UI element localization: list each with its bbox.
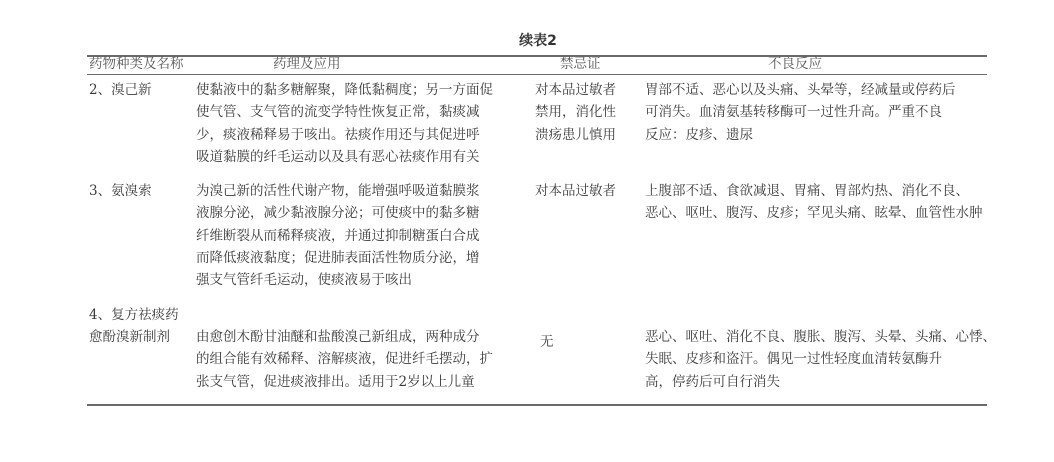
table-caption: 续表2 [519,33,557,49]
table-top-rule [87,55,987,57]
pharmacology-text: 为溴己新的活性代谢产物，能增强呼吸道黏膜浆 液腺分泌，减少黏液腺分泌；可使痰中的黏多糖 纤维断裂从而稀释痰液，并通过抑制糖蛋白合成 而降低痰液黏度；促进肺表面活性物质分泌，增 强支气管纤毛运动，使痰液易于咳出 [196,183,480,289]
contraindication-text: 对本品过敏者 禁用，消化性 溃疡患儿慎用 [535,82,616,143]
drug-name: 4、复方祛痰药 愈酚溴新制剂 [89,307,179,346]
drug-name: 2、溴己新 [89,82,152,98]
adverse-text: 胃部不适、恶心以及头痛、头晕等，经减量或停药后 可消失。血清氨基转移酶可一过性升高。严重不良 反应：皮疹、遗尿 [645,82,956,143]
header-name: 药物种类及名称 [89,56,184,72]
drug-name: 3、氨溴索 [89,183,152,199]
contraindication-text: 对本品过敏者 [535,183,616,199]
pharmacology-text: 使黏液中的黏多糖解聚，降低黏稠度；另一方面促 使气管、支气管的流变学特性恢复正常，黏痰减 少，痰液稀释易于咳出。祛痰作用还与其促进呼 吸道黏膜的纤毛运动以及具有恶心祛痰作用有关 [196,82,493,165]
contraindication-text: 无 [540,334,554,350]
header-pharmacology: 药理及应用 [273,56,341,72]
header-contraindication: 禁忌证 [560,56,601,72]
table-bottom-rule [87,404,987,406]
header-adverse: 不良反应 [768,56,822,72]
pharmacology-text: 由愈创木酚甘油醚和盐酸溴己新组成，两种成分 的组合能有效稀释、溶解痰液，促进纤毛摆动，扩 张支气管，促进痰液排出。适用于2岁以上儿童 [196,329,493,390]
table-header-rule [87,74,987,75]
adverse-text: 恶心、呕吐、消化不良、腹胀、腹泻、头晕、头痛、心悸、 失眠、皮疹和盗汗。偶见一过性轻度血清转氨酶升 高，停药后可自行消失 [645,329,996,390]
adverse-text: 上腹部不适、食欲减退、胃痛、胃部灼热、消化不良、 恶心、呕吐、腹泻、皮疹；罕见头痛、眩晕、血管性水肿 [645,183,983,222]
